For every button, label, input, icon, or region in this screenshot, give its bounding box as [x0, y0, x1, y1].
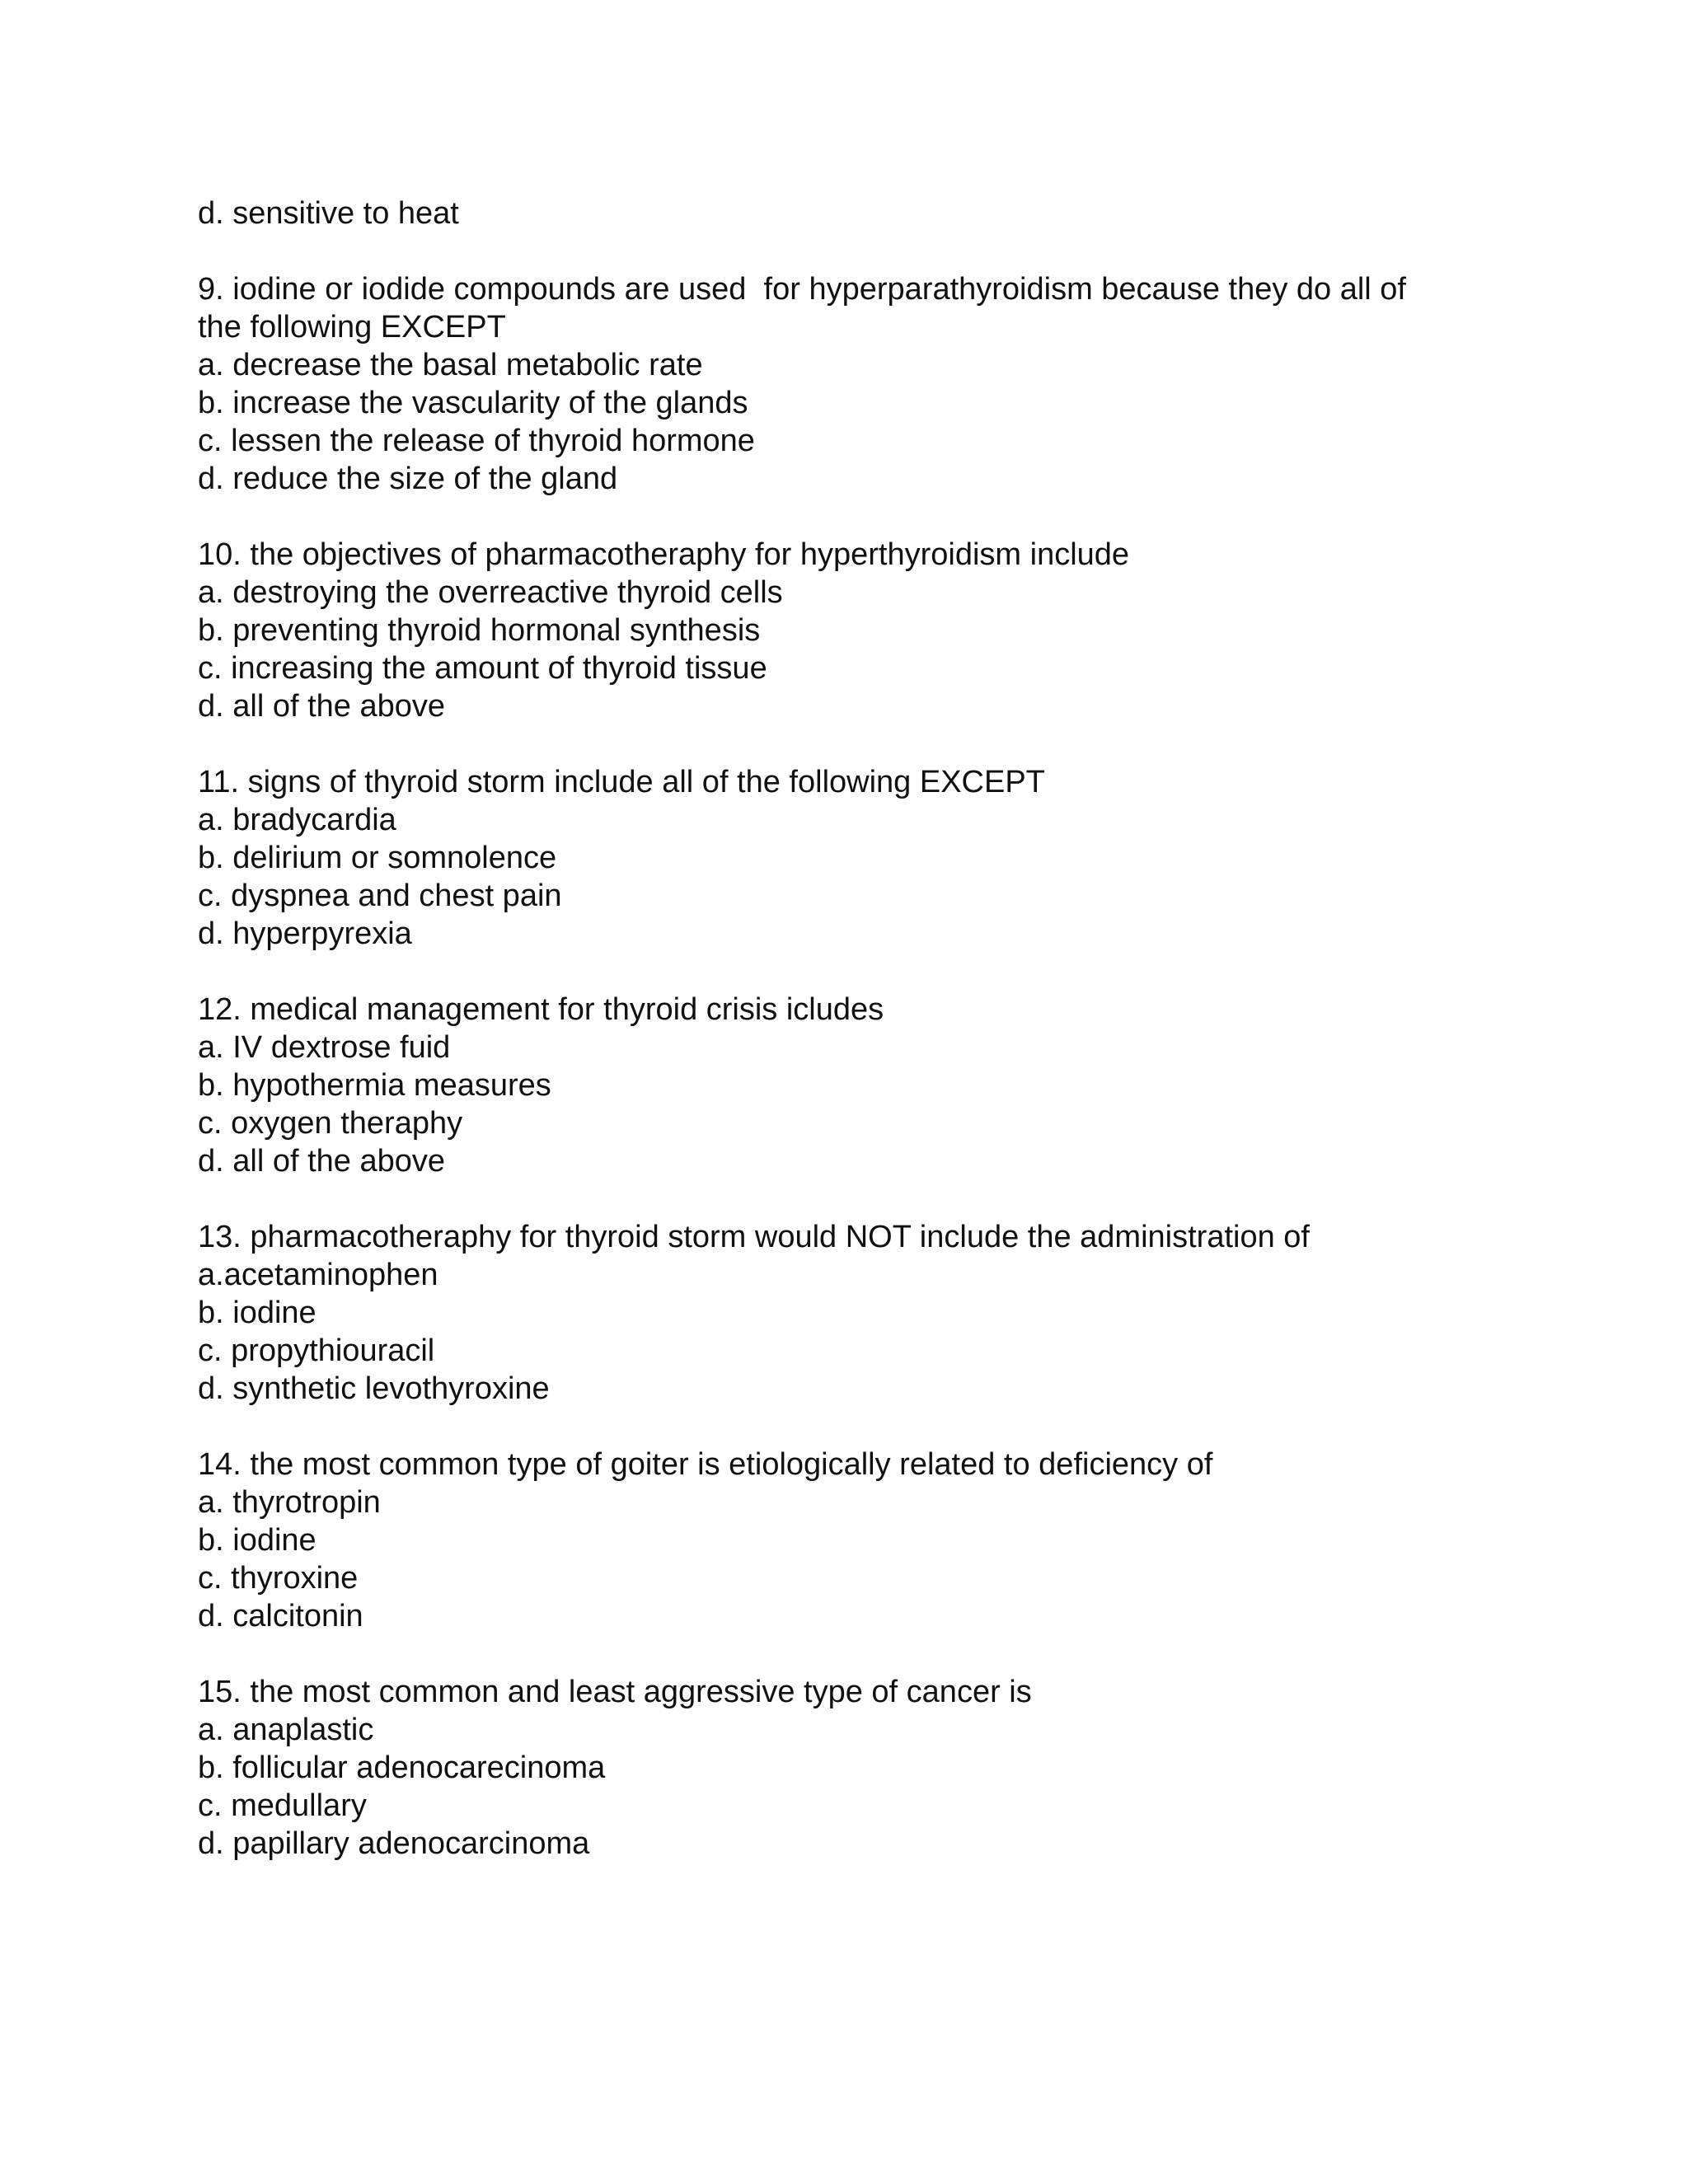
answer-option: c. medullary [198, 1788, 367, 1823]
question-stem: 10. the objectives of pharmacotheraphy for hyperthyroidism include [198, 537, 1130, 572]
answer-option: c. thyroxine [198, 1561, 359, 1596]
answer-option: b. iodine [198, 1523, 316, 1558]
answer-option: a. destroying the overreactive thyroid cells [198, 575, 783, 610]
question-13 [198, 1218, 1517, 1408]
answer-option: b. increase the vascularity of the glands [198, 386, 748, 420]
question-stem: 13. pharmacotheraphy for thyroid storm would NOT include the administration of [198, 1220, 1310, 1254]
answer-option: a.acetaminophen [198, 1258, 438, 1292]
question-11 [198, 763, 1517, 953]
answer-option: a. thyrotropin [198, 1485, 381, 1520]
answer-option: c. propythiouracil [198, 1333, 435, 1368]
answer-option: c. lessen the release of thyroid hormone [198, 424, 755, 458]
answer-option: b. delirium or somnolence [198, 841, 557, 875]
answer-option: d. reduce the size of the gland [198, 462, 618, 496]
answer-option: b. hypothermia measures [198, 1068, 551, 1103]
answer-option: b. follicular adenocarecinoma [198, 1750, 606, 1785]
answer-option: d. all of the above [198, 689, 445, 724]
answer-option: c. oxygen theraphy [198, 1106, 463, 1141]
question-stem: 9. iodine or iodide compounds are used for hyperparathyroidism because they do all of [198, 272, 1406, 307]
answer-option: c. increasing the amount of thyroid tissue [198, 651, 767, 686]
answer-option: a. decrease the basal metabolic rate [198, 348, 703, 382]
answer-option: a. IV dextrose fuid [198, 1030, 451, 1065]
answer-option: a. anaplastic [198, 1713, 374, 1747]
answer-option: b. preventing thyroid hormonal synthesis [198, 613, 761, 648]
question-12 [198, 991, 1517, 1180]
question-stem-continued: the following EXCEPT [198, 310, 506, 344]
question-14 [198, 1446, 1517, 1635]
answer-option: a. bradycardia [198, 803, 396, 837]
answer-option: c. dyspnea and chest pain [198, 879, 562, 913]
document-body [198, 194, 1517, 1863]
answer-option: d. synthetic levothyroxine [198, 1371, 550, 1406]
carryover-option: d. sensitive to heat [198, 196, 459, 231]
question-stem: 14. the most common type of goiter is etiologically related to deficiency of [198, 1447, 1213, 1482]
answer-option: d. calcitonin [198, 1599, 363, 1633]
question-9 [198, 270, 1517, 498]
answer-option: d. hyperpyrexia [198, 916, 412, 951]
answer-option: d. papillary adenocarcinoma [198, 1826, 590, 1861]
question-10 [198, 536, 1517, 725]
question-stem: 11. signs of thyroid storm include all of the following EXCEPT [198, 765, 1045, 799]
question-stem: 12. medical management for thyroid crisis icludes [198, 992, 884, 1027]
question-15 [198, 1673, 1517, 1863]
question-stem: 15. the most common and least aggressive type of cancer is [198, 1675, 1032, 1709]
answer-option: d. all of the above [198, 1144, 445, 1179]
answer-option: b. iodine [198, 1296, 316, 1330]
